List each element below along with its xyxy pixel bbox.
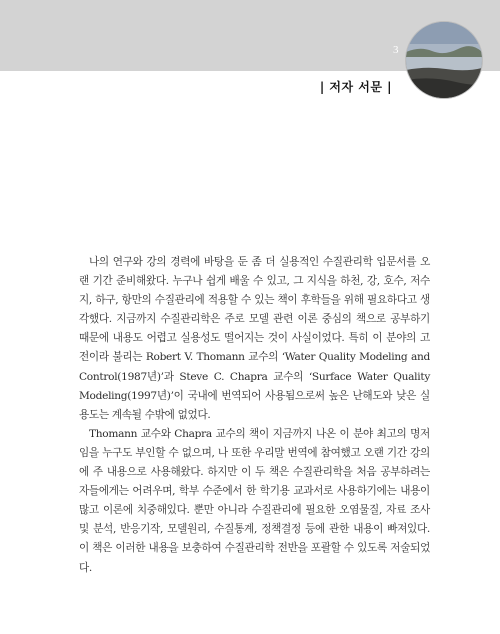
section-label: | 저자 서문 | [319,80,392,94]
paragraph: 나의 연구와 강의 경력에 바탕을 둔 좀 더 실용적인 수질관리학 입문서를 오랜 기간 준비해왔다. 누구나 쉽게 배울 수 있고, 그 지식을 하천, 강, 호수, 저수지, 하구, 항만의 수질관리에 적용할 수 있는 책이 후학들을 위해 필요하다고 생각했다. 지금까지 수질관리학은 주로 모델 관련 이론 중심의 책으로 공부하기 때문에 내용도 어렵고 실용성도 떨어지는 것이 사실이었다. 특히 이 분야의 고전이라 불리는 Robert V. Thomann 교수의 ‘Water Quality Modeling and Control(1987년)’과 Steve C. Chapra 교수의 ‘Surface Water Quality Modeling(1997년)’이 국내에 번역되어 사용됨으로써 높은 난해도와 낮은 실용도는 계속될 수밖에 없었다. [79,256,430,421]
body-text [79,253,430,578]
paragraph: Thomann 교수와 Chapra 교수의 책이 지금까지 나온 이 분야 최고의 명저임을 누구도 부인할 수 없으며, 나 또한 우리말 번역에 참여했고 오랜 기간 강의에 주 내용으로 사용해왔다. 하지만 이 두 책은 수질관리학을 처음 공부하려는 자들에게는 어려우며, 학부 수준에서 한 학기용 교과서로 사용하기에는 내용이 많고 이론에 치중해있다. 뿐만 아니라 수질관리에 필요한 오염물질, 자료 조사 및 분석, 반응기작, 모델원리, 수질통계, 정책결정 등에 관한 내용이 빠져있다. 이 책은 이러한 내용을 보충하여 수질관리학 전반을 포괄할 수 있도록 저술되었다. [79,427,430,574]
lake-landscape-photo-icon [406,22,482,98]
page-number: 3 [393,44,399,56]
